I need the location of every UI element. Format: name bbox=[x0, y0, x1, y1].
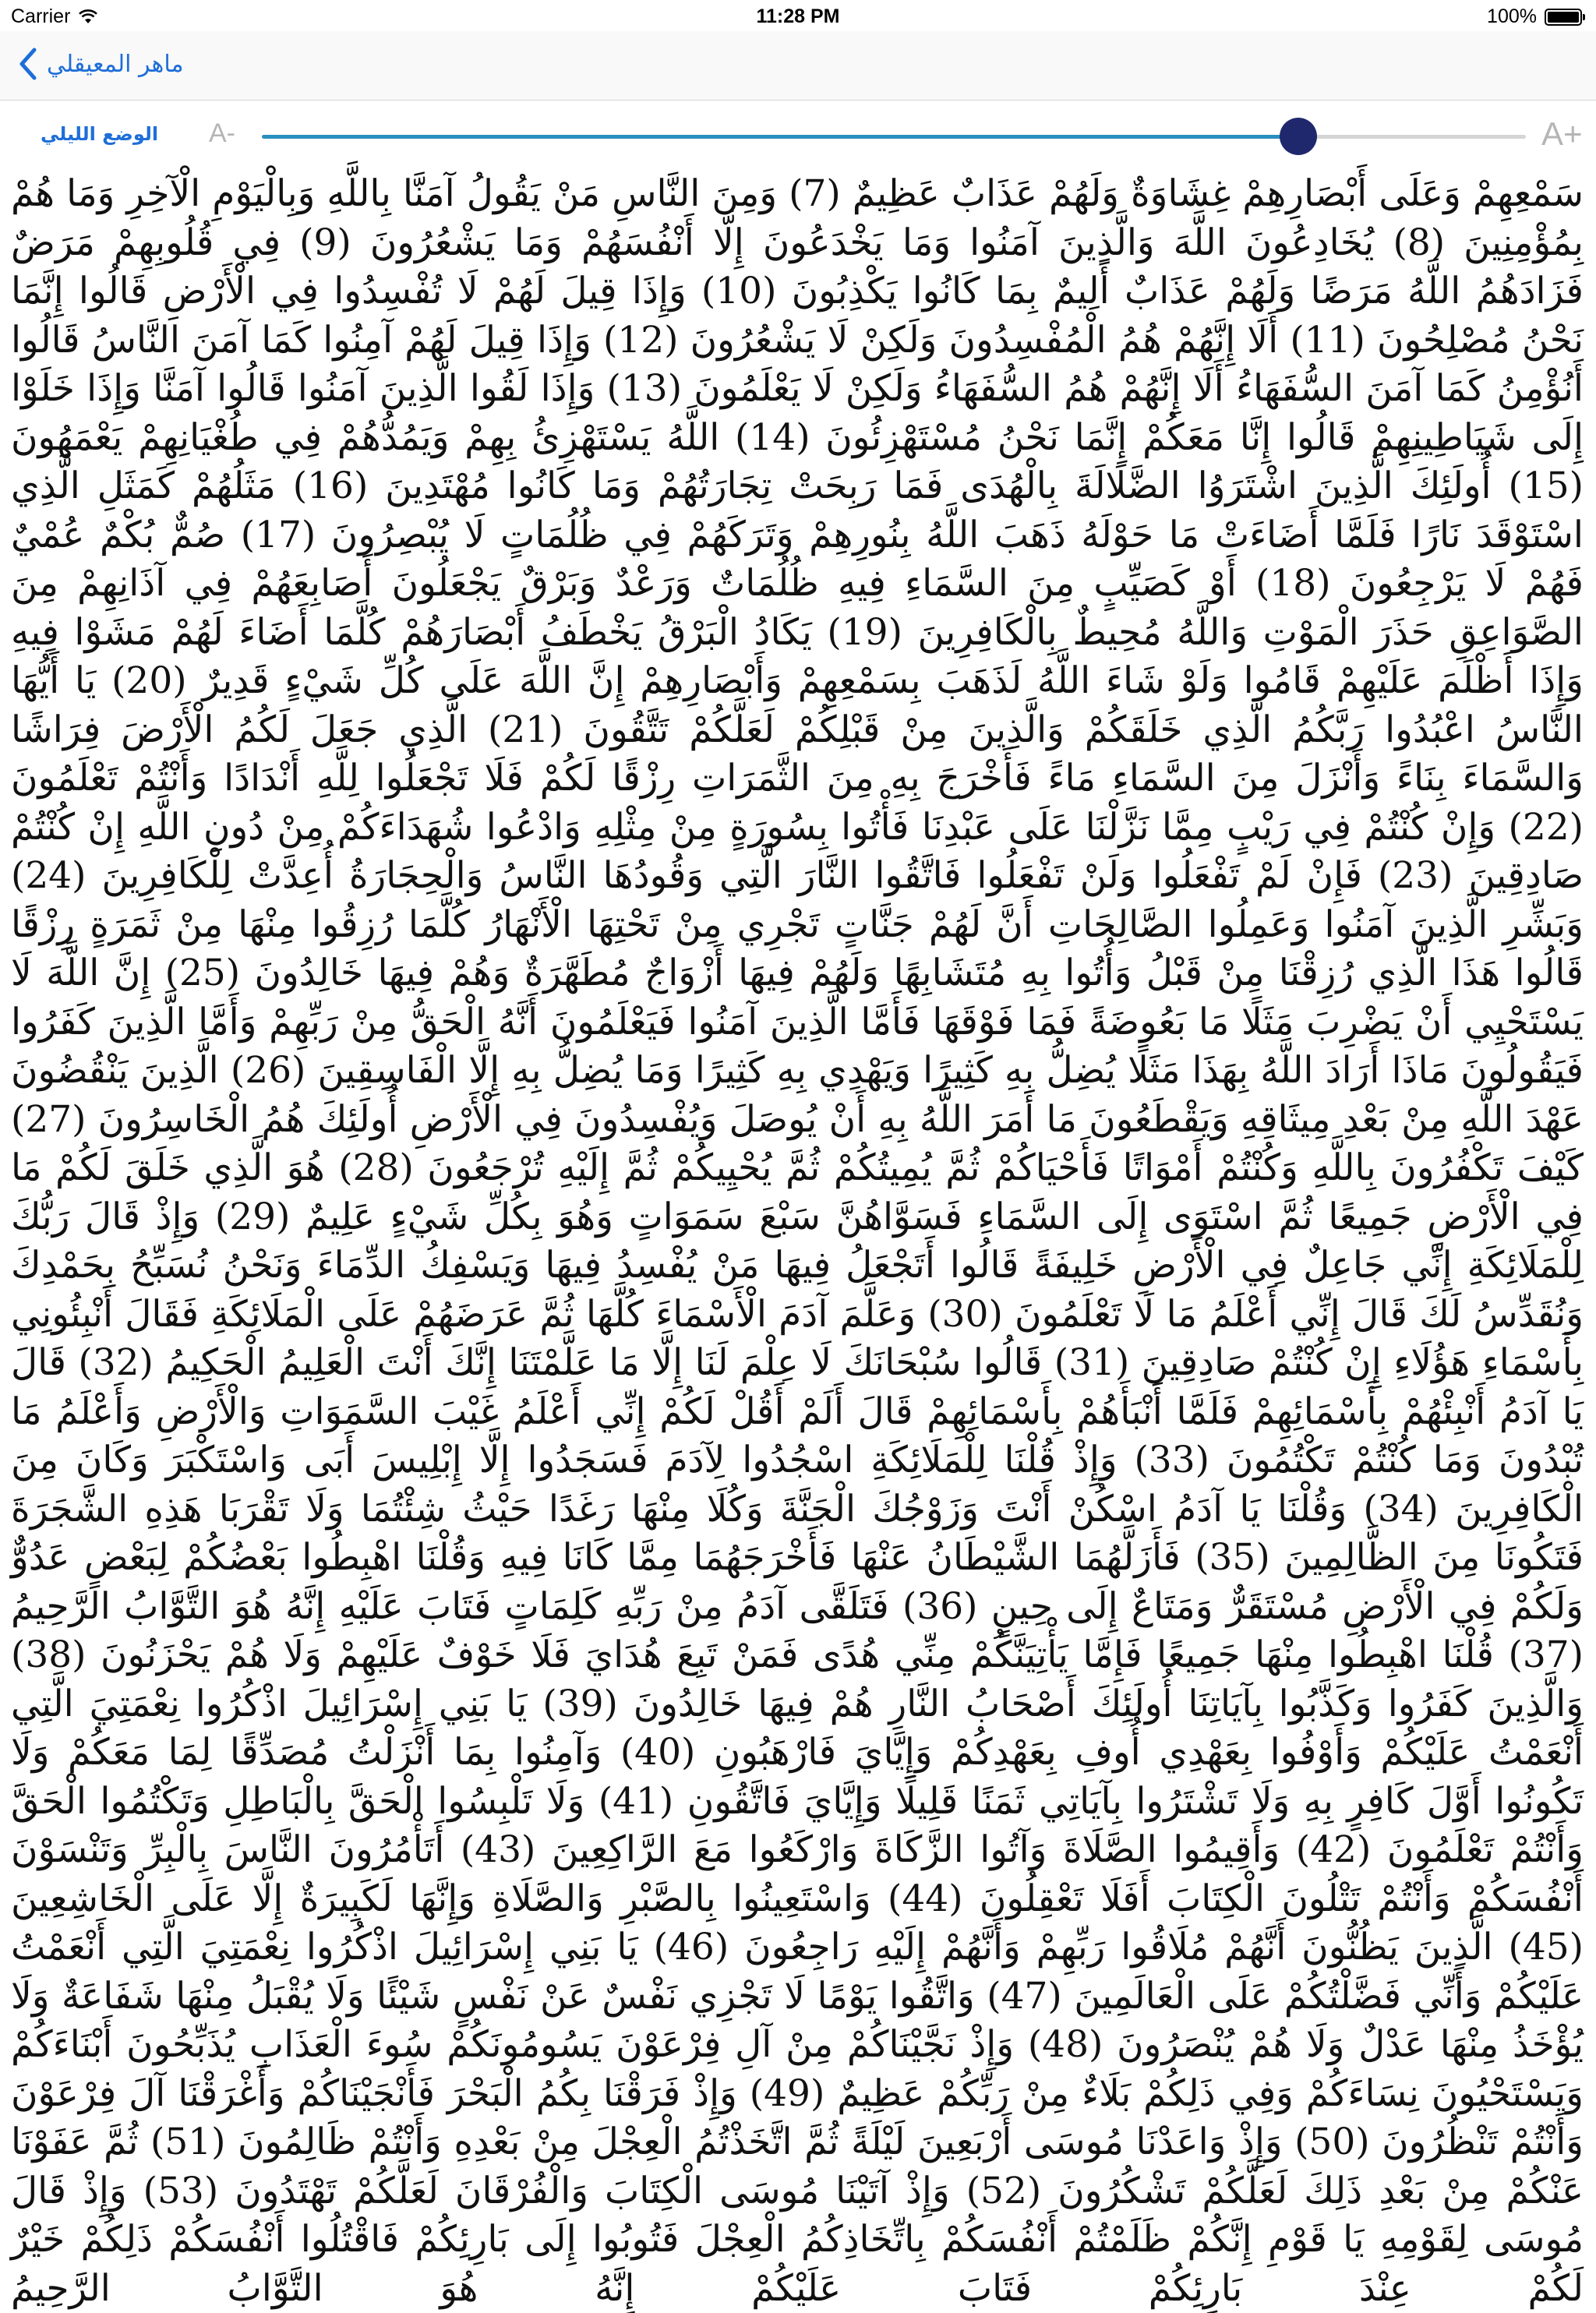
battery-icon bbox=[1545, 9, 1582, 26]
surah-text: سَمْعِهِمْ وَعَلَى أَبْصَارِهِمْ غِشَاوَةٌ وَلَهُمْ عَذَابٌ عَظِيمٌ (7) وَمِنَ النَّاسِ مَنْ يَقُولُ آمَنَّا بِاللَّهِ وَبِالْيَوْمِ الْآخِرِ وَمَا هُمْ بِمُؤْمِنِينَ (8) يُخَادِعُونَ اللَّهَ وَالَّذِينَ آمَنُوا وَمَا يَخْدَعُونَ إِلَّا أَنْفُسَهُمْ وَمَا يَشْعُرُونَ (9) فِي قُلُوبِهِمْ مَرَضٌ فَزَادَهُمُ اللَّهُ مَرَضًا وَلَهُمْ عَذَابٌ أَلِيمٌ بِمَا كَانُوا يَكْذِبُونَ (10) وَإِذَا قِيلَ لَهُمْ لَا تُفْسِدُوا فِي الْأَرْضِ قَالُوا إِنَّمَا نَحْنُ مُصْلِحُونَ (11) أَلَا إِنَّهُمْ هُمُ الْمُفْسِدُونَ وَلَكِنْ لَا يَشْعُرُونَ (12) وَإِذَا قِيلَ لَهُمْ آمِنُوا كَمَا آمَنَ النَّاسُ قَالُوا أَنُؤْمِنُ كَمَا آمَنَ السُّفَهَاءُ أَلَا إِنَّهُمْ هُمُ السُّفَهَاءُ وَلَكِنْ لَا يَعْلَمُونَ (13) وَإِذَا لَقُوا الَّذِينَ آمَنُوا قَالُوا آمَنَّا وَإِذَا خَلَوْا إِلَى شَيَاطِينِهِمْ قَالُوا إِنَّا مَعَكُمْ إِنَّمَا نَحْنُ مُسْتَهْزِئُونَ (14) اللَّهُ يَسْتَهْزِئُ بِهِمْ وَيَمُدُّهُمْ فِي طُغْيَانِهِمْ يَعْمَهُونَ (15) أُولَئِكَ الَّذِينَ اشْتَرَوُا الضَّلَالَةَ بِالْهُدَى فَمَا رَبِحَتْ تِجَارَتُهُمْ وَمَا كَانُوا مُهْتَدِينَ (16) مَثَلُهُمْ كَمَثَلِ الَّذِي اسْتَوْقَدَ نَارًا فَلَمَّا أَضَاءَتْ مَا حَوْلَهُ ذَهَبَ اللَّهُ بِنُورِهِمْ وَتَرَكَهُمْ فِي ظُلُمَاتٍ لَا يُبْصِرُونَ (17) صُمٌّ بُكْمٌ عُمْيٌ فَهُمْ لَا يَرْجِعُونَ (18) أَوْ كَصَيِّبٍ مِنَ السَّمَاءِ فِيهِ ظُلُمَاتٌ وَرَعْدٌ وَبَرْقٌ يَجْعَلُونَ أَصَابِعَهُمْ فِي آذَانِهِمْ مِنَ الصَّوَاعِقِ حَذَرَ الْمَوْتِ وَاللَّهُ مُحِيطٌ بِالْكَافِرِينَ (19) يَكَادُ الْبَرْقُ يَخْطَفُ أَبْصَارَهُمْ كُلَّمَا أَضَاءَ لَهُمْ مَشَوْا فِيهِ وَإِذَا أَظْلَمَ عَلَيْهِمْ قَامُوا وَلَوْ شَاءَ اللَّهُ لَذَهَبَ بِسَمْعِهِمْ وَأَبْصَارِهِمْ إِنَّ اللَّهَ عَلَى كُلِّ شَيْءٍ قَدِيرٌ (20) يَا أَيُّهَا النَّاسُ اعْبُدُوا رَبَّكُمُ الَّذِي خَلَقَكُمْ وَالَّذِينَ مِنْ قَبْلِكُمْ لَعَلَّكُمْ تَتَّقُونَ (21) الَّذِي جَعَلَ لَكُمُ الْأَرْضَ فِرَاشًا وَالسَّمَاءَ بِنَاءً وَأَنْزَلَ مِنَ السَّمَاءِ مَاءً فَأَخْرَجَ بِهِ مِنَ الثَّمَرَاتِ رِزْقًا لَكُمْ فَلَا تَجْعَلُوا لِلَّهِ أَنْدَادًا وَأَنْتُمْ تَعْلَمُونَ (22) وَإِنْ كُنْتُمْ فِي رَيْبٍ مِمَّا نَزَّلْنَا عَلَى عَبْدِنَا فَأْتُوا بِسُورَةٍ مِنْ مِثْلِهِ وَادْعُوا شُهَدَاءَكُمْ مِنْ دُونِ اللَّهِ إِنْ كُنْتُمْ صَادِقِينَ (23) فَإِنْ لَمْ تَفْعَلُوا وَلَنْ تَفْعَلُوا فَاتَّقُوا النَّارَ الَّتِي وَقُودُهَا النَّاسُ وَالْحِجَارَةُ أُعِدَّتْ لِلْكَافِرِينَ (24) وَبَشِّرِ الَّذِينَ آمَنُوا وَعَمِلُوا الصَّالِحَاتِ أَنَّ لَهُمْ جَنَّاتٍ تَجْرِي مِنْ تَحْتِهَا الْأَنْهَارُ كُلَّمَا رُزِقُوا مِنْهَا مِنْ ثَمَرَةٍ رِزْقًا قَالُوا هَذَا الَّذِي رُزِقْنَا مِنْ قَبْلُ وَأُتُوا بِهِ مُتَشَابِهًا وَلَهُمْ فِيهَا أَزْوَاجٌ مُطَهَّرَةٌ وَهُمْ فِيهَا خَالِدُونَ (25) إِنَّ اللَّهَ لَا يَسْتَحْيِي أَنْ يَضْرِبَ مَثَلًا مَا بَعُوضَةً فَمَا فَوْقَهَا فَأَمَّا الَّذِينَ آمَنُوا فَيَعْلَمُونَ أَنَّهُ الْحَقُّ مِنْ رَبِّهِمْ وَأَمَّا الَّذِينَ كَفَرُوا فَيَقُولُونَ مَاذَا أَرَادَ اللَّهُ بِهَذَا مَثَلًا يُضِلُّ بِهِ كَثِيرًا وَيَهْدِي بِهِ كَثِيرًا وَمَا يُضِلُّ بِهِ إِلَّا الْفَاسِقِينَ (26) الَّذِينَ يَنْقُضُونَ عَهْدَ اللَّهِ مِنْ بَعْدِ مِيثَاقِهِ وَيَقْطَعُونَ مَا أَمَرَ اللَّهُ بِهِ أَنْ يُوصَلَ وَيُفْسِدُونَ فِي الْأَرْضِ أُولَئِكَ هُمُ الْخَاسِرُونَ (27) كَيْفَ تَكْفُرُونَ بِاللَّهِ وَكُنْتُمْ أَمْوَاتًا فَأَحْيَاكُمْ ثُمَّ يُمِيتُكُمْ ثُمَّ يُحْيِيكُمْ ثُمَّ إِلَيْهِ تُرْجَعُونَ (28) هُوَ الَّذِي خَلَقَ لَكُمْ مَا فِي الْأَرْضِ جَمِيعًا ثُمَّ اسْتَوَى إِلَى السَّمَاءِ فَسَوَّاهُنَّ سَبْعَ سَمَوَاتٍ وَهُوَ بِكُلِّ شَيْءٍ عَلِيمٌ (29) وَإِذْ قَالَ رَبُّكَ لِلْمَلَائِكَةِ إِنِّي جَاعِلٌ فِي الْأَرْضِ خَلِيفَةً قَالُوا أَتَجْعَلُ فِيهَا مَنْ يُفْسِدُ فِيهَا وَيَسْفِكُ الدِّمَاءَ وَنَحْنُ نُسَبِّحُ بِحَمْدِكَ وَنُقَدِّسُ لَكَ قَالَ إِنِّي أَعْلَمُ مَا لَا تَعْلَمُونَ (30) وَعَلَّمَ آدَمَ الْأَسْمَاءَ كُلَّهَا ثُمَّ عَرَضَهُمْ عَلَى الْمَلَائِكَةِ فَقَالَ أَنْبِئُونِي بِأَسْمَاءِ هَؤُلَاءِ إِنْ كُنْتُمْ صَادِقِينَ (31) قَالُوا سُبْحَانَكَ لَا عِلْمَ لَنَا إِلَّا مَا عَلَّمْتَنَا إِنَّكَ أَنْتَ الْعَلِيمُ الْحَكِيمُ (32) قَالَ يَا آدَمُ أَنْبِئْهُمْ بِأَسْمَائِهِمْ فَلَمَّا أَنْبَأَهُمْ بِأَسْمَائِهِمْ قَالَ أَلَمْ أَقُلْ لَكُمْ إِنِّي أَعْلَمُ غَيْبَ السَّمَوَاتِ وَالْأَرْضِ وَأَعْلَمُ مَا تُبْدُونَ وَمَا كُنْتُمْ تَكْتُمُونَ (33) وَإِذْ قُلْنَا لِلْمَلَائِكَةِ اسْجُدُوا لِآدَمَ فَسَجَدُوا إِلَّا إِبْلِيسَ أَبَى وَاسْتَكْبَرَ وَكَانَ مِنَ الْكَافِرِينَ (34) وَقُلْنَا يَا آدَمُ اسْكُنْ أَنْتَ وَزَوْجُكَ الْجَنَّةَ وَكُلَا مِنْهَا رَغَدًا حَيْثُ شِئْتُمَا وَلَا تَقْرَبَا هَذِهِ الشَّجَرَةَ فَتَكُونَا مِنَ الظَّالِمِينَ (35) فَأَزَلَّهُمَا الشَّيْطَانُ عَنْهَا فَأَخْرَجَهُمَا مِمَّا كَانَا فِيهِ وَقُلْنَا اهْبِطُوا بَعْضُكُمْ لِبَعْضٍ عَدُوٌّ وَلَكُمْ فِي الْأَرْضِ مُسْتَقَرٌّ وَمَتَاعٌ إِلَى حِينٍ (36) فَتَلَقَّى آدَمُ مِنْ رَبِّهِ كَلِمَاتٍ فَتَابَ عَلَيْهِ إِنَّهُ هُوَ التَّوَّابُ الرَّحِيمُ (37) قُلْنَا اهْبِطُوا مِنْهَا جَمِيعًا فَإِمَّا يَأْتِيَنَّكُمْ مِنِّي هُدًى فَمَنْ تَبِعَ هُدَايَ فَلَا خَوْفٌ عَلَيْهِمْ وَلَا هُمْ يَحْزَنُونَ (38) وَالَّذِينَ كَفَرُوا وَكَذَّبُوا بِآيَاتِنَا أُولَئِكَ أَصْحَابُ النَّارِ هُمْ فِيهَا خَالِدُونَ (39) يَا بَنِي إِسْرَائِيلَ اذْكُرُوا نِعْمَتِيَ الَّتِي أَنْعَمْتُ عَلَيْكُمْ وَأَوْفُوا بِعَهْدِي أُوفِ بِعَهْدِكُمْ وَإِيَّايَ فَارْهَبُونِ (40) وَآمِنُوا بِمَا أَنْزَلْتُ مُصَدِّقًا لِمَا مَعَكُمْ وَلَا تَكُونُوا أَوَّلَ كَافِرٍ بِهِ وَلَا تَشْتَرُوا بِآيَاتِي ثَمَنًا قَلِيلًا وَإِيَّايَ فَاتَّقُونِ (41) وَلَا تَلْبِسُوا الْحَقَّ بِالْبَاطِلِ وَتَكْتُمُوا الْحَقَّ وَأَنْتُمْ تَعْلَمُونَ (42) وَأَقِيمُوا الصَّلَاةَ وَآتُوا الزَّكَاةَ وَارْكَعُوا مَعَ الرَّاكِعِينَ (43) أَتَأْمُرُونَ النَّاسَ بِالْبِرِّ وَتَنْسَوْنَ أَنْفُسَكُمْ وَأَنْتُمْ تَتْلُونَ الْكِتَابَ أَفَلَا تَعْقِلُونَ (44) وَاسْتَعِينُوا بِالصَّبْرِ وَالصَّلَاةِ وَإِنَّهَا لَكَبِيرَةٌ إِلَّا عَلَى الْخَاشِعِينَ (45) الَّذِينَ يَظُنُّونَ أَنَّهُمْ مُلَاقُوا رَبِّهِمْ وَأَنَّهُمْ إِلَيْهِ رَاجِعُونَ (46) يَا بَنِي إِسْرَائِيلَ اذْكُرُوا نِعْمَتِيَ الَّتِي أَنْعَمْتُ عَلَيْكُمْ وَأَنِّي فَضَّلْتُكُمْ عَلَى الْعَالَمِينَ (47) وَاتَّقُوا يَوْمًا لَا تَجْزِي نَفْسٌ عَنْ نَفْسٍ شَيْئًا وَلَا يُقْبَلُ مِنْهَا شَفَاعَةٌ وَلَا يُؤْخَذُ مِنْهَا عَدْلٌ وَلَا هُمْ يُنْصَرُونَ (48) وَإِذْ نَجَّيْنَاكُمْ مِنْ آلِ فِرْعَوْنَ يَسُومُونَكُمْ سُوءَ الْعَذَابِ يُذَبِّحُونَ أَبْنَاءَكُمْ وَيَسْتَحْيُونَ نِسَاءَكُمْ وَفِي ذَلِكُمْ بَلَاءٌ مِنْ رَبِّكُمْ عَظِيمٌ (49) وَإِذْ فَرَقْنَا بِكُمُ الْبَحْرَ فَأَنْجَيْنَاكُمْ وَأَغْرَقْنَا آلَ فِرْعَوْنَ وَأَنْتُمْ تَنْظُرُونَ (50) وَإِذْ وَاعَدْنَا مُوسَى أَرْبَعِينَ لَيْلَةً ثُمَّ اتَّخَذْتُمُ الْعِجْلَ مِنْ بَعْدِهِ وَأَنْتُمْ ظَالِمُونَ (51) ثُمَّ عَفَوْنَا عَنْكُمْ مِنْ بَعْدِ ذَلِكَ لَعَلَّكُمْ تَشْكُرُونَ (52) وَإِذْ آتَيْنَا مُوسَى الْكِتَابَ وَالْفُرْقَانَ لَعَلَّكُمْ تَهْتَدُونَ (53) وَإِذْ قَالَ مُوسَى لِقَوْمِهِ يَا قَوْمِ إِنَّكُمْ ظَلَمْتُمْ أَنْفُسَكُمْ بِاتِّخَاذِكُمُ الْعِجْلَ فَتُوبُوا إِلَى بَارِئِكُمْ فَاقْتُلُوا أَنْفُسَكُمْ ذَلِكُمْ خَيْرٌ لَكُمْ عِنْدَ بَارِئِكُمْ فَتَابَ عَلَيْكُمْ إِنَّهُ هُوَ التَّوَّابُ الرَّحِيمُ bbox=[11, 172, 1584, 2310]
quran-text-area bbox=[11, 170, 1584, 2310]
status-bar bbox=[0, 0, 1596, 31]
font-decrease-button[interactable]: A- bbox=[209, 118, 235, 148]
carrier-label: Carrier bbox=[11, 5, 71, 27]
back-button-label: ماهر المعيقلي bbox=[47, 50, 184, 78]
chevron-left-icon bbox=[16, 47, 39, 81]
font-size-slider-fill bbox=[262, 135, 1298, 139]
night-mode-button[interactable]: الوضع الليلي bbox=[41, 123, 159, 145]
status-right bbox=[1487, 5, 1582, 28]
font-size-slider-thumb[interactable] bbox=[1280, 118, 1317, 155]
back-button[interactable] bbox=[16, 47, 184, 81]
font-increase-button[interactable]: A+ bbox=[1541, 115, 1583, 152]
reading-toolbar bbox=[0, 101, 1596, 171]
battery-fill bbox=[1548, 12, 1579, 23]
status-time: 11:28 PM bbox=[756, 5, 840, 27]
font-size-slider[interactable] bbox=[262, 135, 1526, 139]
battery-percent: 100% bbox=[1487, 5, 1537, 27]
navigation-bar bbox=[0, 31, 1596, 101]
